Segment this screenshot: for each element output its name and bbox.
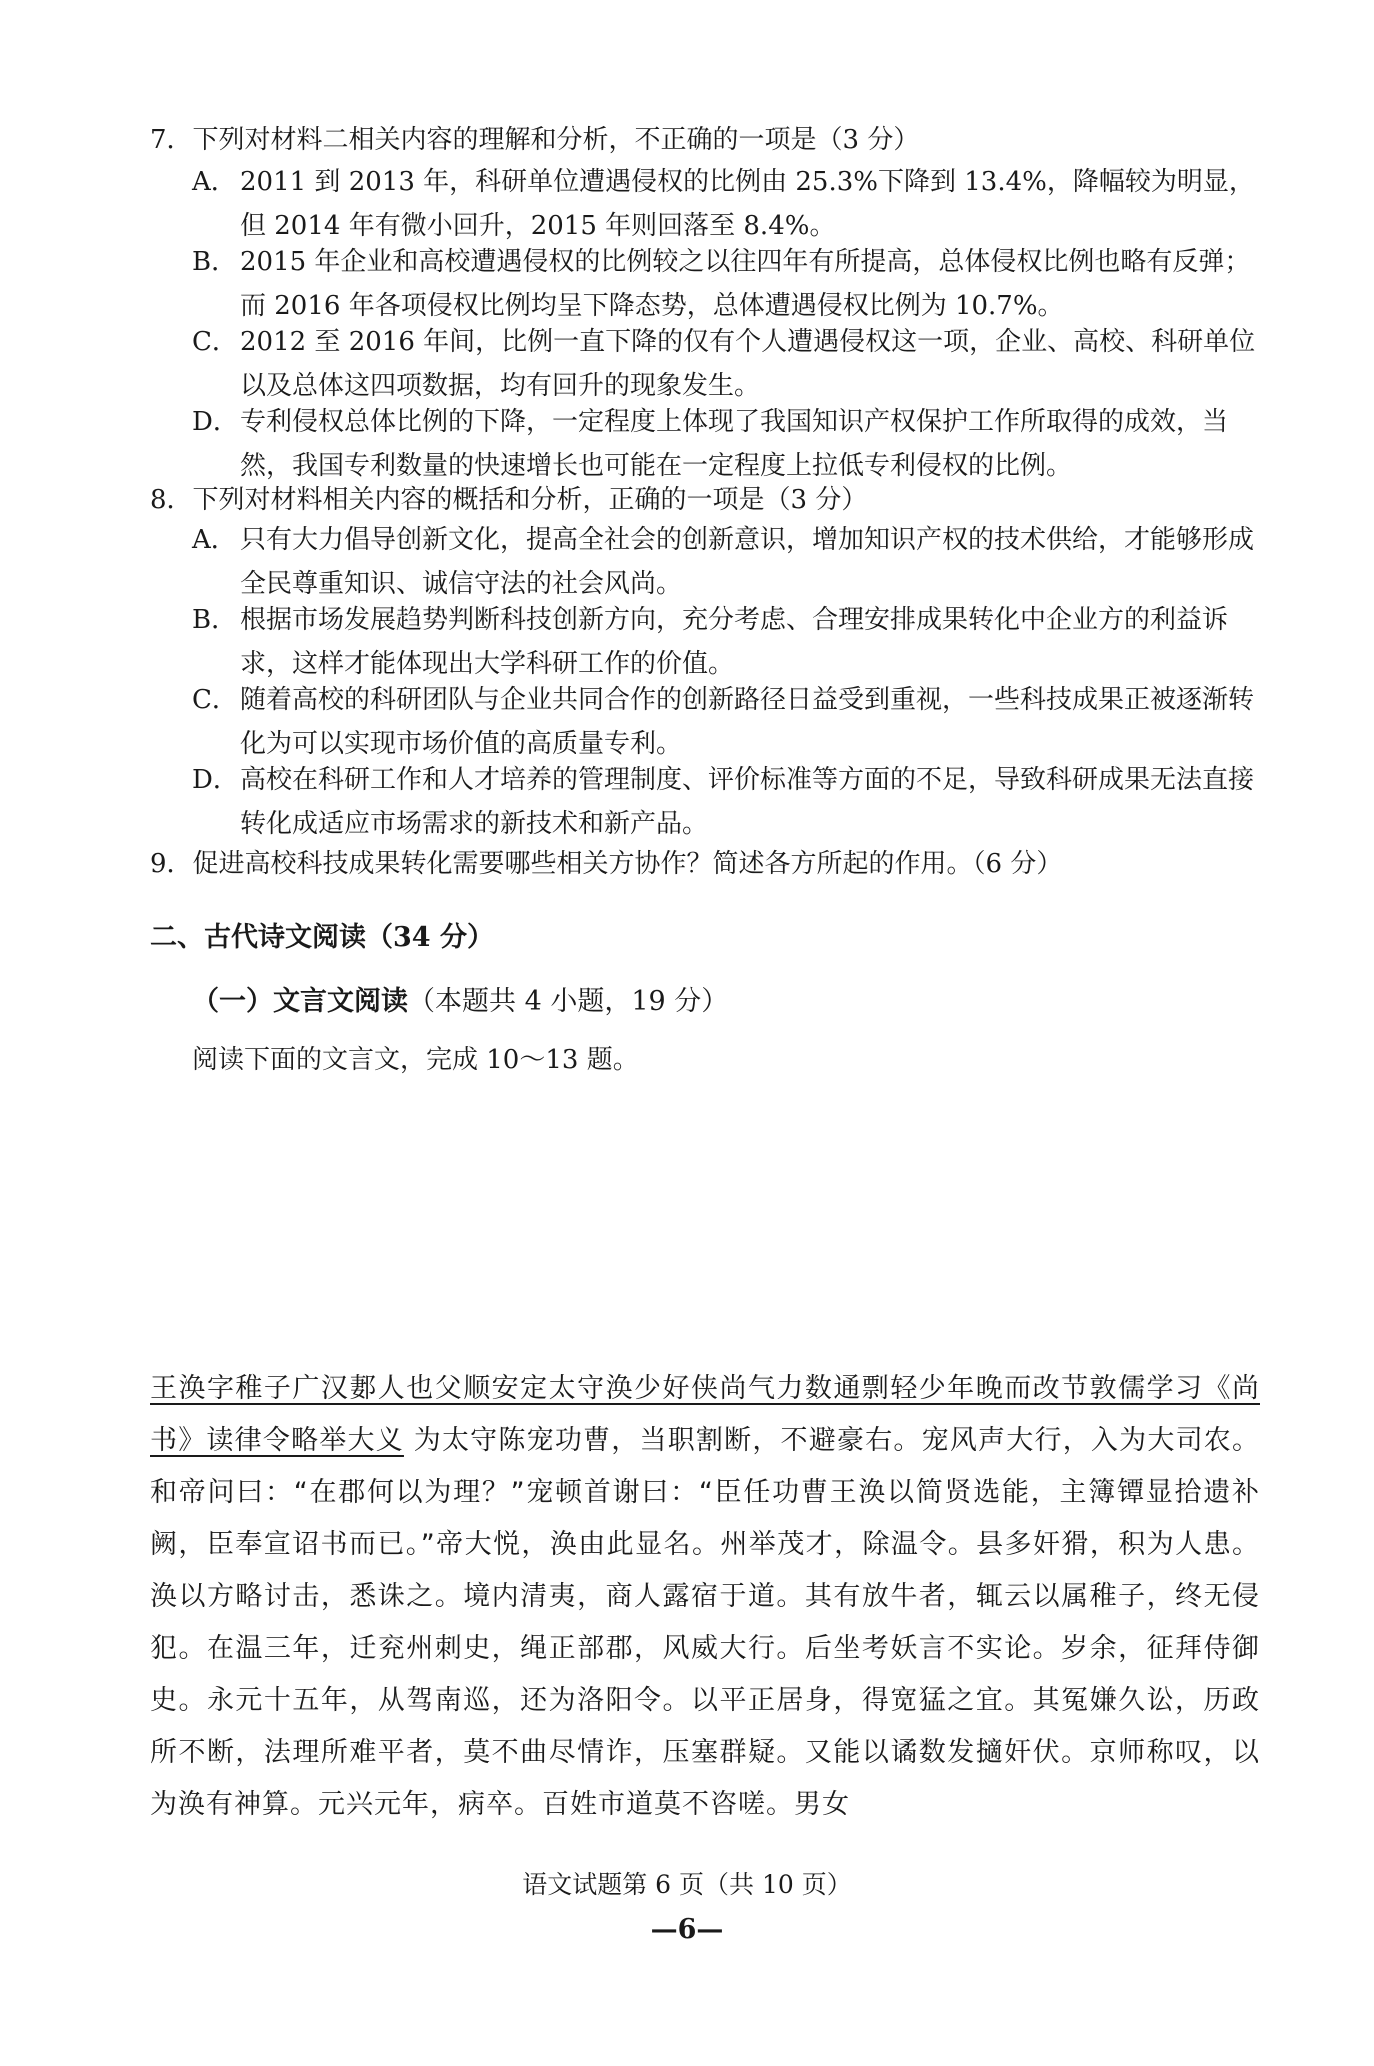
question-7-option-c <box>192 320 1272 408</box>
passage-underlined-sentence: 王涣字稚子广汉郪人也父顺安定太守涣少好侠尚气力数通剽轻少年晚而改节敦儒学习《尚书》读律令略举大义 <box>150 1373 1260 1456</box>
option-letter: A． <box>192 167 237 197</box>
option-letter: B． <box>192 247 238 277</box>
option-text: 2015 年企业和高校遭遇侵权的比例较之以往四年有所提高，总体侵权比例也略有反弹；而 2016 年各项侵权比例均呈下降态势，总体遭遇侵权比例为 10.7%。 <box>240 247 1251 321</box>
option-text: 随着高校的科研团队与企业共同合作的创新路径日益受到重视，一些科技成果正被逐渐转化为可以实现市场价值的高质量专利。 <box>240 685 1255 759</box>
question-9-stem: 9．促进高校科技成果转化需要哪些相关方协作？简述各方所起的作用。（6 分） <box>150 849 1063 879</box>
question-8-option-b <box>192 598 1272 686</box>
option-letter: A． <box>192 525 237 555</box>
option-text: 2012 至 2016 年间，比例一直下降的仅有个人遭遇侵权这一项，企业、高校、科研单位以及总体这四项数据，均有回升的现象发生。 <box>240 327 1256 401</box>
question-7-stem: 7．下列对材料二相关内容的理解和分析，不正确的一项是（3 分） <box>150 125 920 155</box>
passage-text: 为太守陈宠功曹，当职割断，不避豪右。宠风声大行，入为大司农。和帝问曰：“在郡何以为理？”宠顿首谢曰：“臣任功曹王涣以简贤选能，主簿镡显拾遗补阙，臣奉宣诏书而已。”帝大悦，涣由此显名。州举茂才，除温令。县多奸猾，积为人患。涣以方略讨击，悉诛之。境内清夷，商人露宿于道。其有放牛者，辄云以属稚子，终无侵犯。在温三年，迁兖州刺史，绳正部郡，风威大行。后坐考妖言不实论。岁余，征拜侍御史。永元十五年，从驾南巡，还为洛阳令。以平正居身，得宽猛之宜。其冤嫌久讼，历政所不断，法理所难平者，莫不曲尽情诈，压塞群疑。又能以谲数发擿奸伏。京师称叹，以为涣有神算。元兴元年，病卒。百姓市道莫不咨嗟。男女 <box>150 1425 1261 1820</box>
option-letter: D． <box>192 765 239 795</box>
option-letter: C． <box>192 685 238 715</box>
question-7-option-b <box>192 240 1272 328</box>
page-footer-title: 语文试题第 6 页（共 10 页） <box>522 1870 852 1899</box>
option-letter: C． <box>192 327 238 357</box>
question-7-option-d <box>192 400 1272 488</box>
option-text: 2011 到 2013 年，科研单位遭遇侵权的比例由 25.3%下降到 13.4%，降幅较为明显，但 2014 年有微小回升，2015 年则回落至 8.4%。 <box>240 167 1255 241</box>
classical-passage <box>150 1363 1260 1831</box>
question-8-option-a <box>192 518 1272 606</box>
question-8-stem: 8．下列对材料相关内容的概括和分析，正确的一项是（3 分） <box>150 485 868 515</box>
question-8-option-c <box>192 678 1272 766</box>
page-number: —6— <box>650 1914 724 1945</box>
reading-instruction: 阅读下面的文言文，完成 10～13 题。 <box>192 1045 639 1075</box>
subsection-heading <box>192 984 728 1020</box>
subsection-note: （本题共 4 小题，19 分） <box>408 986 729 1017</box>
option-text: 高校在科研工作和人才培养的管理制度、评价标准等方面的不足，导致科研成果无法直接转化成适应市场需求的新技术和新产品。 <box>240 765 1255 839</box>
question-7-option-a <box>192 160 1272 248</box>
option-text: 专利侵权总体比例的下降，一定程度上体现了我国知识产权保护工作所取得的成效，当然，我国专利数量的快速增长也可能在一定程度上拉低专利侵权的比例。 <box>240 407 1229 481</box>
option-text: 根据市场发展趋势判断科技创新方向，充分考虑、合理安排成果转化中企业方的利益诉求，这样才能体现出大学科研工作的价值。 <box>240 605 1229 679</box>
option-text: 只有大力倡导创新文化，提高全社会的创新意识，增加知识产权的技术供给，才能够形成全民尊重知识、诚信守法的社会风尚。 <box>240 525 1255 599</box>
option-letter: D． <box>192 407 239 437</box>
option-letter: B． <box>192 605 238 635</box>
section-heading: 二、古代诗文阅读（34 分） <box>150 922 494 953</box>
subsection-title: （一）文言文阅读 <box>192 986 408 1017</box>
question-8-option-d <box>192 758 1272 846</box>
